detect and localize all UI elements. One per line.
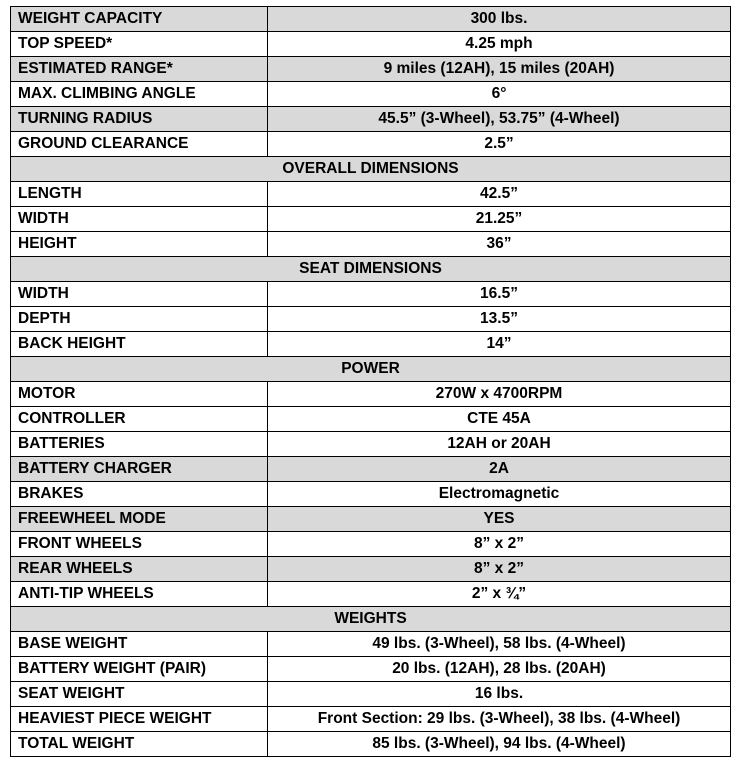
spec-label: ANTI-TIP WHEELS (11, 582, 268, 607)
spec-label: WIDTH (11, 207, 268, 232)
spec-row (11, 32, 731, 57)
section-header-row (11, 257, 731, 282)
spec-value: 300 lbs. (268, 7, 731, 32)
spec-label: BASE WEIGHT (11, 632, 268, 657)
spec-value: 9 miles (12AH), 15 miles (20AH) (268, 57, 731, 82)
spec-row (11, 382, 731, 407)
spec-row (11, 557, 731, 582)
spec-value: 4.25 mph (268, 32, 731, 57)
spec-row (11, 482, 731, 507)
spec-value: 6° (268, 82, 731, 107)
spec-value: 85 lbs. (3-Wheel), 94 lbs. (4-Wheel) (268, 732, 731, 757)
spec-value: 45.5” (3-Wheel), 53.75” (4-Wheel) (268, 107, 731, 132)
spec-row (11, 707, 731, 732)
spec-row (11, 507, 731, 532)
spec-value: 8” x 2” (268, 532, 731, 557)
spec-row (11, 82, 731, 107)
spec-row (11, 207, 731, 232)
spec-label: SEAT WEIGHT (11, 682, 268, 707)
spec-label: LENGTH (11, 182, 268, 207)
spec-label: GROUND CLEARANCE (11, 132, 268, 157)
spec-label: FRONT WHEELS (11, 532, 268, 557)
spec-value: 12AH or 20AH (268, 432, 731, 457)
spec-label: WIDTH (11, 282, 268, 307)
spec-label: BACK HEIGHT (11, 332, 268, 357)
spec-row (11, 107, 731, 132)
spec-value: Front Section: 29 lbs. (3-Wheel), 38 lbs. (4-Wheel) (268, 707, 731, 732)
spec-row (11, 132, 731, 157)
spec-value: 42.5” (268, 182, 731, 207)
spec-label: DEPTH (11, 307, 268, 332)
spec-label: REAR WHEELS (11, 557, 268, 582)
spec-row (11, 182, 731, 207)
section-header: POWER (11, 357, 731, 382)
spec-label: MOTOR (11, 382, 268, 407)
spec-label: TURNING RADIUS (11, 107, 268, 132)
spec-row (11, 307, 731, 332)
spec-label: TOP SPEED* (11, 32, 268, 57)
spec-value: 16.5” (268, 282, 731, 307)
spec-label: BATTERY WEIGHT (PAIR) (11, 657, 268, 682)
section-header-row (11, 157, 731, 182)
spec-row (11, 7, 731, 32)
section-header: WEIGHTS (11, 607, 731, 632)
spec-value: 16 lbs. (268, 682, 731, 707)
spec-value: 2.5” (268, 132, 731, 157)
spec-row (11, 232, 731, 257)
spec-value: 270W x 4700RPM (268, 382, 731, 407)
spec-value: CTE 45A (268, 407, 731, 432)
spec-value: 2” x ¾” (268, 582, 731, 607)
spec-value: 14” (268, 332, 731, 357)
spec-table (10, 6, 731, 757)
section-header: OVERALL DIMENSIONS (11, 157, 731, 182)
spec-label: HEIGHT (11, 232, 268, 257)
spec-value: 36” (268, 232, 731, 257)
spec-row (11, 582, 731, 607)
spec-label: HEAVIEST PIECE WEIGHT (11, 707, 268, 732)
spec-row (11, 282, 731, 307)
spec-row (11, 532, 731, 557)
spec-label: BATTERIES (11, 432, 268, 457)
spec-value: 2A (268, 457, 731, 482)
spec-row (11, 682, 731, 707)
section-header: SEAT DIMENSIONS (11, 257, 731, 282)
spec-row (11, 657, 731, 682)
spec-label: CONTROLLER (11, 407, 268, 432)
spec-row (11, 732, 731, 757)
spec-label: BRAKES (11, 482, 268, 507)
section-header-row (11, 357, 731, 382)
spec-value: Electromagnetic (268, 482, 731, 507)
spec-table-body (11, 7, 731, 757)
spec-label: MAX. CLIMBING ANGLE (11, 82, 268, 107)
spec-row (11, 457, 731, 482)
spec-value: YES (268, 507, 731, 532)
spec-label: FREEWHEEL MODE (11, 507, 268, 532)
spec-row (11, 432, 731, 457)
spec-label: BATTERY CHARGER (11, 457, 268, 482)
spec-label: TOTAL WEIGHT (11, 732, 268, 757)
spec-row (11, 332, 731, 357)
spec-row (11, 407, 731, 432)
spec-value: 20 lbs. (12AH), 28 lbs. (20AH) (268, 657, 731, 682)
spec-value: 21.25” (268, 207, 731, 232)
spec-value: 8” x 2” (268, 557, 731, 582)
spec-row (11, 632, 731, 657)
spec-value: 13.5” (268, 307, 731, 332)
spec-label: WEIGHT CAPACITY (11, 7, 268, 32)
spec-row (11, 57, 731, 82)
spec-label: ESTIMATED RANGE* (11, 57, 268, 82)
section-header-row (11, 607, 731, 632)
spec-value: 49 lbs. (3-Wheel), 58 lbs. (4-Wheel) (268, 632, 731, 657)
